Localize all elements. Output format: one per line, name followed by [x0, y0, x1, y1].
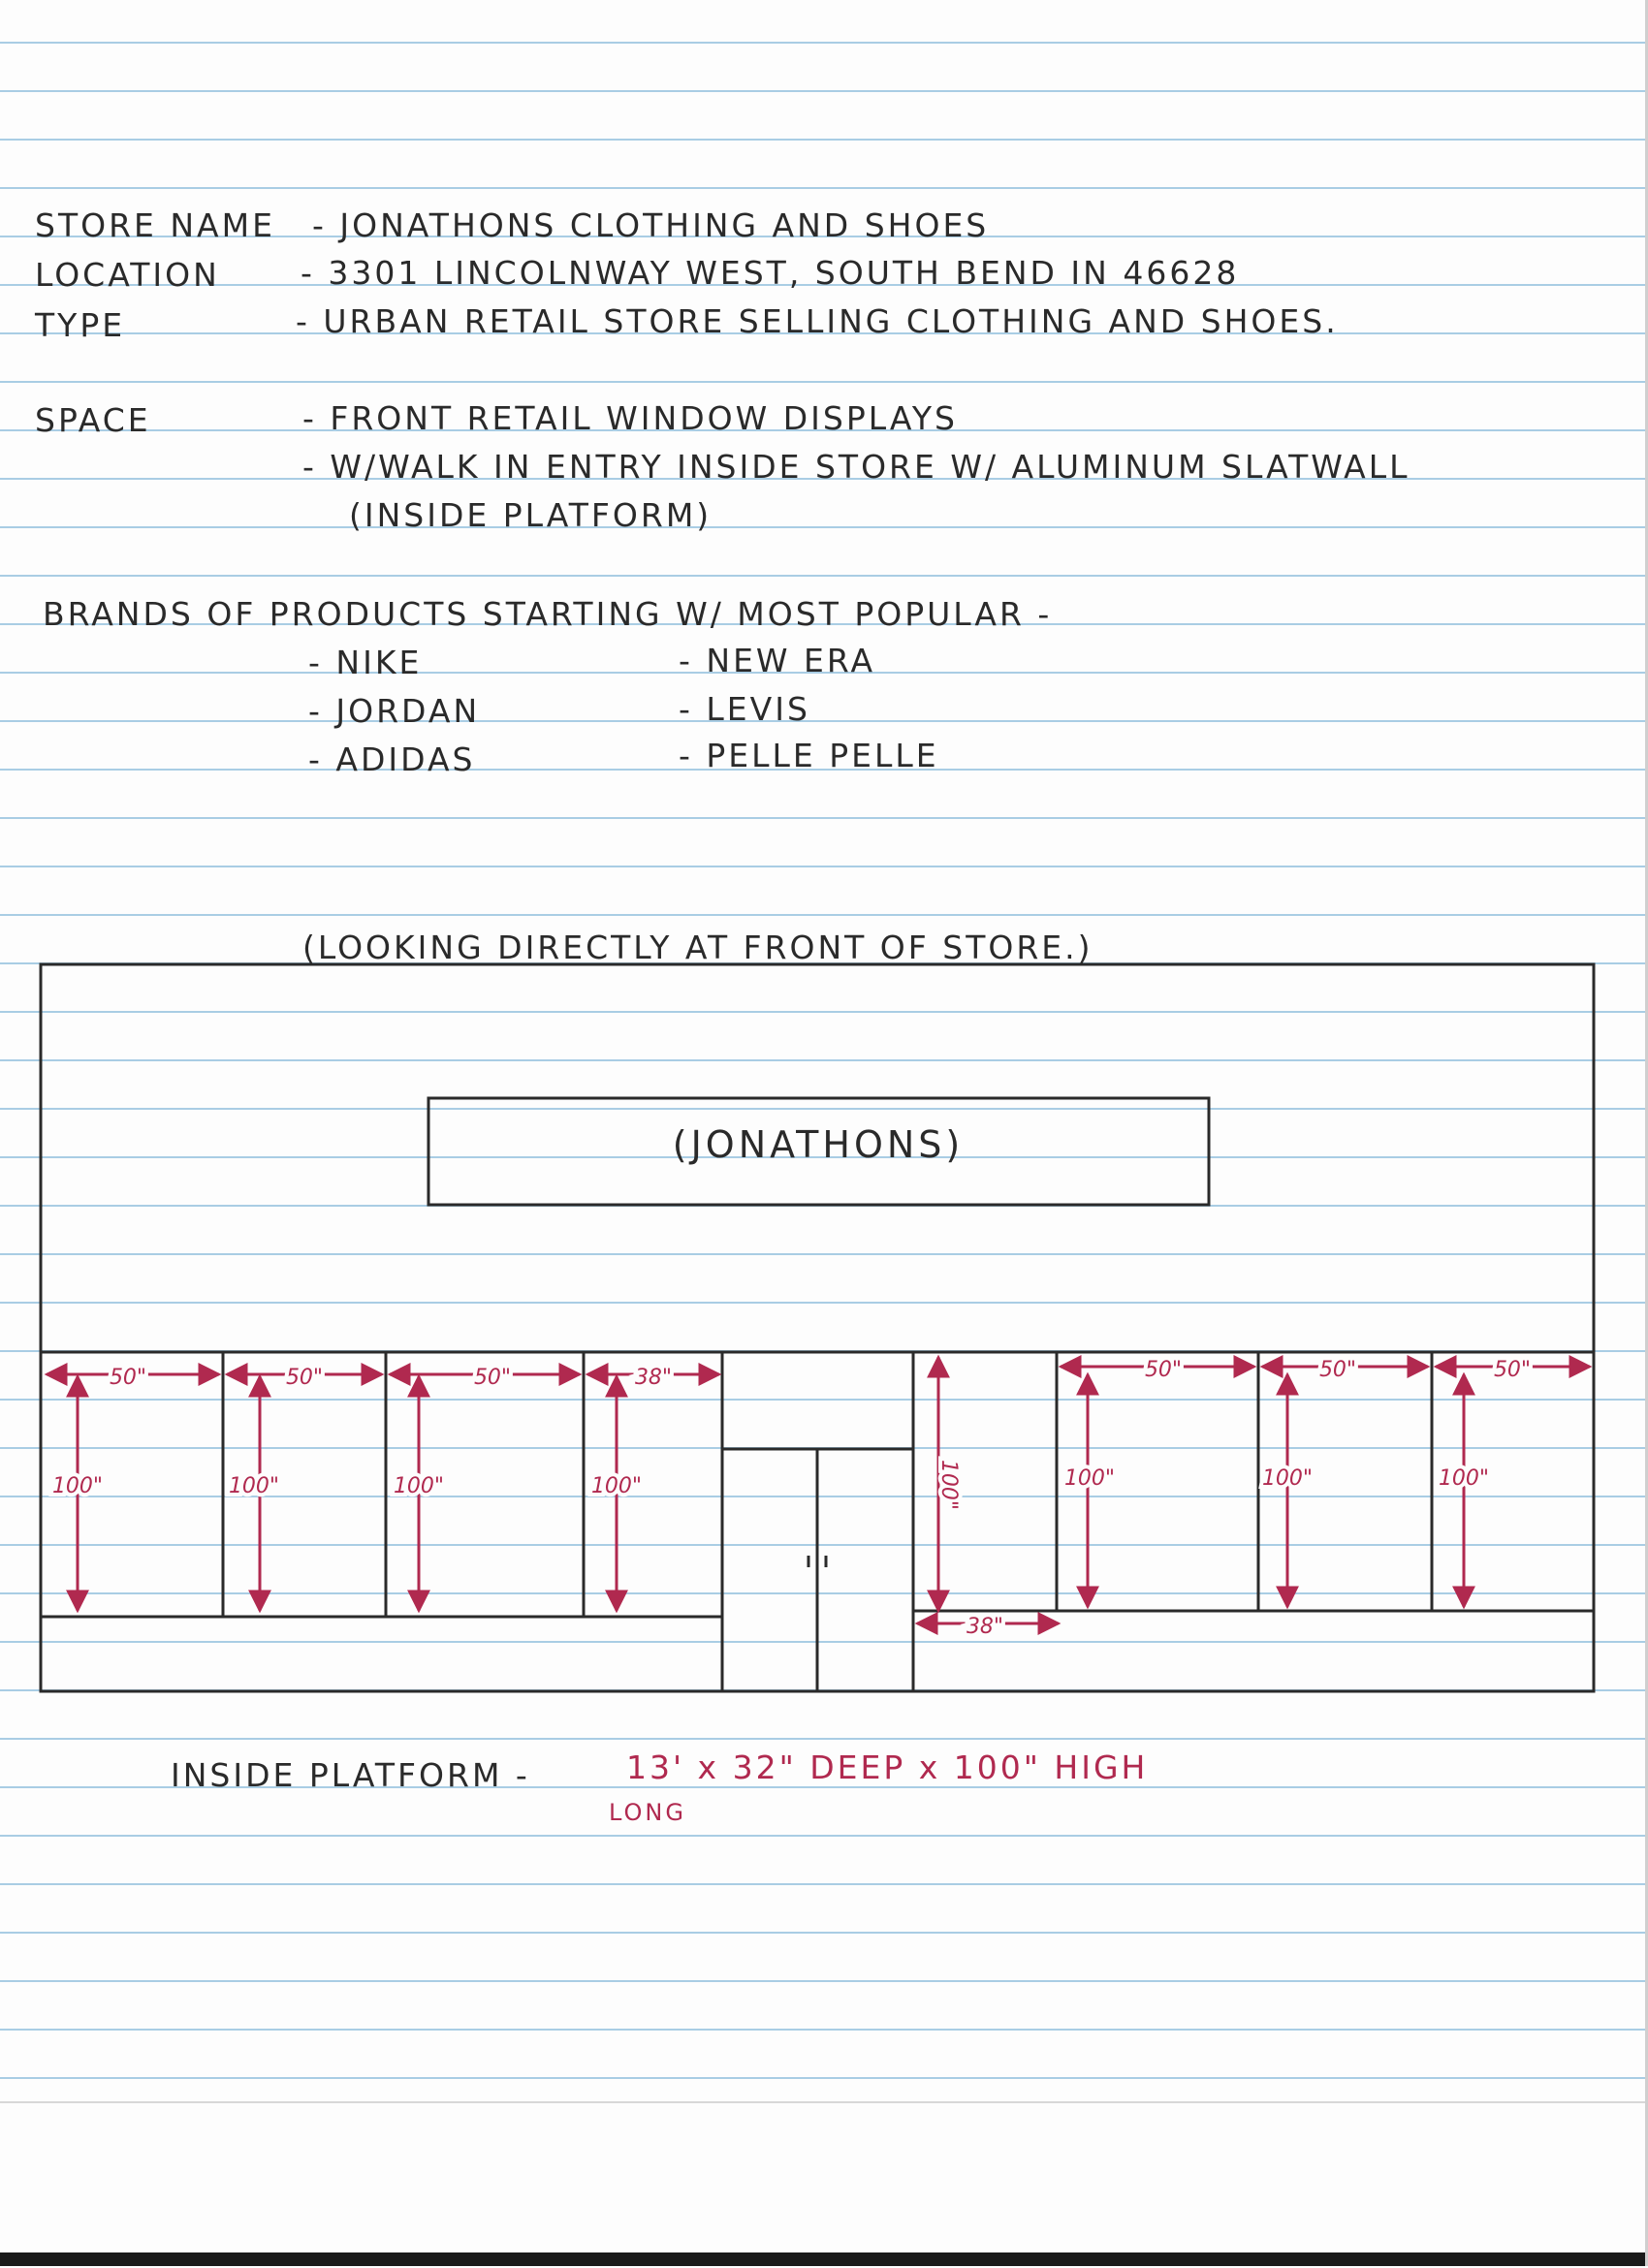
brand-item: - ADIDAS [308, 740, 476, 778]
height-label: 100" [228, 1474, 280, 1498]
width-label: 38" [634, 1366, 673, 1390]
brands-heading: BRANDS OF PRODUCTS STARTING W/ MOST POPULAR - [43, 595, 1053, 633]
height-label: 100" [1063, 1466, 1116, 1491]
height-label: 100" [393, 1474, 445, 1498]
width-label: 50" [109, 1366, 147, 1390]
brand-item: - LEVIS [679, 690, 810, 728]
store-name-value: - JONATHONS CLOTHING AND SHOES [312, 206, 990, 244]
space-label: SPACE [35, 401, 151, 439]
door-width-label: 38" [966, 1615, 1004, 1639]
height-label: 100" [51, 1474, 104, 1498]
platform-dimensions: 13' x 32" DEEP x 100" HIGH [626, 1748, 1149, 1786]
height-label: 100" [590, 1474, 643, 1498]
brand-item: - NEW ERA [679, 642, 876, 679]
height-label: 100" [1438, 1466, 1490, 1491]
brand-item: - PELLE PELLE [679, 737, 939, 774]
location-label: LOCATION [35, 256, 220, 294]
height-label: 100" [1261, 1466, 1314, 1491]
width-label: 50" [1493, 1358, 1532, 1382]
space-line-3: (INSIDE PLATFORM) [349, 496, 713, 534]
drawing-caption: (LOOKING DIRECTLY AT FRONT OF STORE.) [302, 929, 1093, 966]
width-label: 50" [1144, 1358, 1183, 1382]
sign-text: (JONATHONS) [672, 1123, 965, 1166]
space-line-2: - W/WALK IN ENTRY INSIDE STORE W/ ALUMINUM SLATWALL [302, 448, 1410, 486]
space-line-1: - FRONT RETAIL WINDOW DISPLAYS [302, 399, 958, 437]
door-height-label: 100" [936, 1459, 961, 1511]
type-value: - URBAN RETAIL STORE SELLING CLOTHING AND SHOES. [296, 302, 1339, 340]
location-value: - 3301 LINCOLNWAY WEST, SOUTH BEND IN 46628 [301, 254, 1240, 292]
type-label: TYPE [35, 306, 126, 344]
store-name-label: STORE NAME [35, 206, 275, 244]
brand-item: - JORDAN [308, 692, 481, 730]
width-label: 50" [285, 1366, 324, 1390]
platform-long-note: LONG [609, 1799, 686, 1826]
width-label: 50" [473, 1366, 512, 1390]
brand-item: - NIKE [308, 644, 423, 681]
platform-label: INSIDE PLATFORM - [171, 1756, 530, 1794]
width-label: 50" [1318, 1358, 1357, 1382]
